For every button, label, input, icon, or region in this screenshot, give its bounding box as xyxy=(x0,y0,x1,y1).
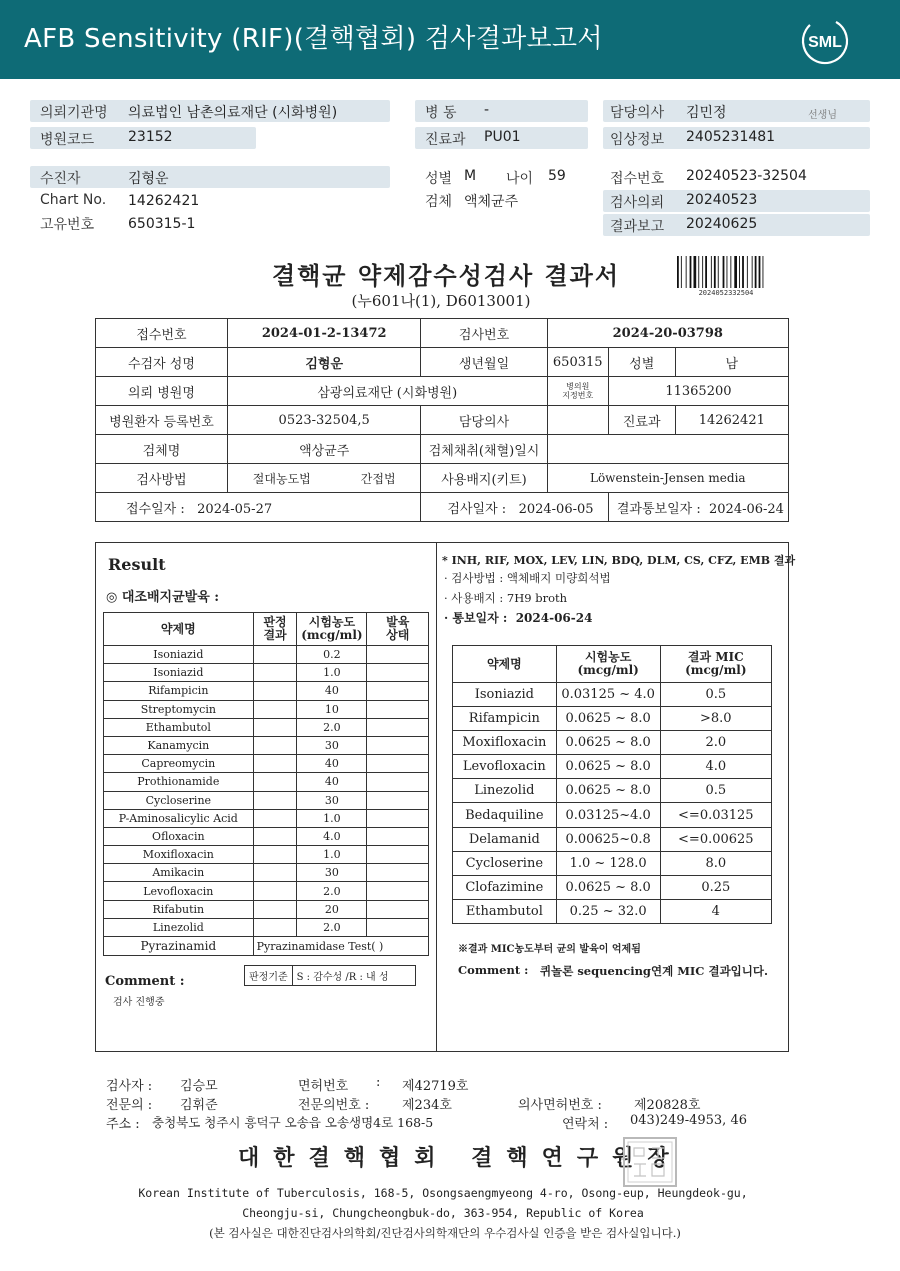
org-name: 대한결핵협회 결핵연구원장 xyxy=(238,1145,683,1171)
ward-value: - xyxy=(484,102,490,118)
dept-label: 진료과 xyxy=(425,132,466,148)
mic-value: 0.5 xyxy=(660,779,771,803)
drug-conc: 0.2 xyxy=(297,646,367,664)
contact-label: 연락처 : xyxy=(562,1117,609,1132)
contact-value: 043)249-4953, 46 xyxy=(630,1113,747,1128)
drug-row xyxy=(104,736,429,754)
mic-value: 2.0 xyxy=(660,731,771,755)
drug-conc: 1.0 xyxy=(297,846,367,864)
mic-table xyxy=(452,645,772,924)
drug-judge xyxy=(253,664,297,682)
col-growth-2: 상태 xyxy=(386,628,410,642)
mic-drug: Clofazimine xyxy=(453,875,557,899)
mic-col-conc xyxy=(556,646,660,683)
drug-judge xyxy=(253,827,297,845)
drug-growth xyxy=(367,682,429,700)
method-value-1: 절대농도법 xyxy=(252,471,311,486)
drug-conc: 30 xyxy=(297,736,367,754)
test-date-cell xyxy=(421,493,608,522)
drug-judge xyxy=(253,700,297,718)
mic-value: >8.0 xyxy=(660,707,771,731)
mic-drug: Moxifloxacin xyxy=(453,731,557,755)
drug-growth xyxy=(367,900,429,918)
barcode-bar xyxy=(739,256,740,288)
specialist-label: 전문의 : xyxy=(106,1098,153,1113)
mic-row xyxy=(453,803,772,827)
drug-conc: 40 xyxy=(297,773,367,791)
drug-name: Levofloxacin xyxy=(104,882,254,900)
mic-col-conc-2: (mcg/ml) xyxy=(577,663,639,677)
english-address-1: Korean Institute of Tuberculosis, 168-5, Osongsaengmyeong 4-ro, Osong-eup, Heungdeok-gu, xyxy=(138,1186,748,1200)
result-heading: Result xyxy=(108,555,166,574)
dept-label: 진료과 xyxy=(608,406,675,435)
mic-range: 0.25 ~ 32.0 xyxy=(556,899,660,923)
barcode-bar xyxy=(718,256,719,288)
drug-growth xyxy=(367,736,429,754)
drug-conc: 20 xyxy=(297,900,367,918)
mic-col-mic-2: (mcg/ml) xyxy=(685,663,747,677)
mic-range: 0.00625~0.8 xyxy=(556,827,660,851)
chart-label: Chart No. xyxy=(40,192,107,208)
drug-row xyxy=(104,900,429,918)
specimen-label: 검체명 xyxy=(96,435,228,464)
mic-col-conc-1: 시험농도 xyxy=(584,650,632,664)
drug-growth xyxy=(367,718,429,736)
test-no-value: 2024-20-03798 xyxy=(547,319,788,348)
spec-no-label: 전문의번호 : xyxy=(298,1098,370,1113)
drug-conc: 2.0 xyxy=(297,918,367,936)
mic-range: 0.0625 ~ 8.0 xyxy=(556,731,660,755)
mic-row xyxy=(453,731,772,755)
institution-value: 의료법인 남촌의료재단 (시화병원) xyxy=(128,105,338,121)
hospital-label: 의뢰 병원명 xyxy=(96,377,228,406)
doc-license-label: 의사면허번호 : xyxy=(518,1098,602,1113)
sml-logo xyxy=(800,16,850,66)
drug-conc: 30 xyxy=(297,864,367,882)
drug-name: Rifabutin xyxy=(104,900,254,918)
drug-growth xyxy=(367,646,429,664)
mic-drug: Levofloxacin xyxy=(453,755,557,779)
drug-name: Moxifloxacin xyxy=(104,846,254,864)
barcode-bar xyxy=(730,256,731,288)
drug-judge xyxy=(253,773,297,791)
mic-range: 1.0 ~ 128.0 xyxy=(556,851,660,875)
mic-row xyxy=(453,875,772,899)
mic-range: 0.0625 ~ 8.0 xyxy=(556,707,660,731)
drug-row xyxy=(104,682,429,700)
request-value: 20240523 xyxy=(686,192,758,208)
barcode-bar xyxy=(734,256,737,288)
drug-conc: 1.0 xyxy=(297,809,367,827)
mic-value: 4.0 xyxy=(660,755,771,779)
unique-value: 650315-1 xyxy=(128,216,196,232)
receipt-value: 20240523-32504 xyxy=(686,168,807,184)
barcode-bar xyxy=(702,256,703,288)
clinical-value: 2405231481 xyxy=(686,129,776,145)
barcode-bar xyxy=(690,256,692,288)
col-drug: 약제명 xyxy=(104,613,254,646)
test-no-label: 검사번호 xyxy=(421,319,547,348)
drug-judge xyxy=(253,864,297,882)
drug-name: Streptomycin xyxy=(104,700,254,718)
mic-value: 8.0 xyxy=(660,851,771,875)
mic-value: 0.5 xyxy=(660,683,771,707)
birth-value: 650315 xyxy=(547,348,608,377)
drug-name: Kanamycin xyxy=(104,736,254,754)
tester-value: 김승모 xyxy=(180,1079,218,1094)
mic-drug: Bedaquiline xyxy=(453,803,557,827)
barcode-bar xyxy=(747,256,748,288)
hospital-code-value: 23152 xyxy=(128,129,173,145)
result-comment: 검사 진행중 xyxy=(113,997,165,1008)
logo-text: SML xyxy=(808,34,842,51)
drug-conc: 2.0 xyxy=(297,882,367,900)
barcode-bar xyxy=(755,256,757,288)
unique-label: 고유번호 xyxy=(40,217,95,233)
license-colon: : xyxy=(376,1075,381,1090)
doctor-label: 담당의사 xyxy=(421,406,547,435)
mic-value: <=0.03125 xyxy=(660,803,771,827)
ward-label: 병 동 xyxy=(425,105,457,121)
address-value: 충청북도 청주시 흥덕구 오송읍 오송생명4로 168-5 xyxy=(152,1115,434,1130)
col-conc xyxy=(297,613,367,646)
report-value: 20240625 xyxy=(686,216,758,232)
method-value-2: 간접법 xyxy=(360,471,396,486)
patient-value: 김형운 xyxy=(128,171,169,187)
result-comment-label: Comment : xyxy=(105,974,185,989)
mic-drug: Rifampicin xyxy=(453,707,557,731)
report-subtitle: (누601나(1), D6013001) xyxy=(351,292,531,310)
report-label: 결과보고 xyxy=(610,219,665,235)
pyrazinamid-test: Pyrazinamidase Test( ) xyxy=(253,937,428,956)
mic-drug: Isoniazid xyxy=(453,683,557,707)
report-info-table xyxy=(95,318,789,522)
pyrazinamid-label: Pyrazinamid xyxy=(104,937,254,956)
drug-conc: 1.0 xyxy=(297,664,367,682)
media-value: Löwenstein-Jensen media xyxy=(547,464,788,493)
barcode-bar xyxy=(763,256,764,288)
drug-judge xyxy=(253,846,297,864)
barcode-bar xyxy=(681,256,682,288)
hospital-id-label xyxy=(547,377,608,406)
barcode xyxy=(676,256,776,288)
drug-judge xyxy=(253,718,297,736)
col-conc-1: 시험농도 xyxy=(308,615,356,629)
drug-name: Cycloserine xyxy=(104,791,254,809)
drug-name: Amikacin xyxy=(104,864,254,882)
mic-range: 0.0625 ~ 8.0 xyxy=(556,779,660,803)
mic-notify-date: 2024-06-24 xyxy=(515,611,593,625)
specimen-label: 검체 xyxy=(425,194,453,210)
mic-row xyxy=(453,899,772,923)
mic-comment: 퀴놀론 sequencing연계 MIC 결과입니다. xyxy=(540,964,769,978)
barcode-bar xyxy=(694,256,697,288)
drug-judge xyxy=(253,918,297,936)
sex-label: 성별 xyxy=(425,171,453,187)
receipt-no-value: 2024-01-2-13472 xyxy=(227,319,420,348)
drug-row xyxy=(104,718,429,736)
license-value: 제42719호 xyxy=(402,1079,469,1094)
drug-conc: 30 xyxy=(297,791,367,809)
drug-name: Prothionamide xyxy=(104,773,254,791)
drug-name: P-Aminosalicylic Acid xyxy=(104,809,254,827)
mic-range: 0.0625 ~ 8.0 xyxy=(556,755,660,779)
receipt-date-value: 2024-05-27 xyxy=(197,501,273,517)
mic-col-mic-1: 결과 MIC xyxy=(687,650,744,664)
drug-judge xyxy=(253,882,297,900)
spec-no-value: 제234호 xyxy=(402,1098,452,1113)
english-address-2: Cheongju-si, Chungcheongbuk-do, 363-954, Republic of Korea xyxy=(242,1206,644,1220)
mic-value: 0.25 xyxy=(660,875,771,899)
mic-header: * INH, RIF, MOX, LEV, LIN, BDQ, DLM, CS, CFZ, EMB 결과 xyxy=(442,554,796,567)
mic-row xyxy=(453,851,772,875)
drug-row xyxy=(104,827,429,845)
drug-row xyxy=(104,646,429,664)
receipt-date-label: 접수일자 : xyxy=(126,501,185,517)
mic-media: · 사용배지 : 7H9 broth xyxy=(444,591,568,605)
media-label: 사용배지(키트) xyxy=(421,464,547,493)
col-growth xyxy=(367,613,429,646)
drug-row xyxy=(104,755,429,773)
receipt-date-cell xyxy=(96,493,421,522)
mic-col-drug: 약제명 xyxy=(453,646,557,683)
drug-growth xyxy=(367,773,429,791)
drug-conc: 40 xyxy=(297,755,367,773)
mic-col-mic xyxy=(660,646,771,683)
header-bar xyxy=(0,0,900,79)
doctor-value xyxy=(547,406,608,435)
mic-notify xyxy=(444,609,592,626)
drug-name: Rifampicin xyxy=(104,682,254,700)
hospital-id-label-1: 병의원 xyxy=(566,382,590,391)
barcode-bar xyxy=(727,256,728,288)
report-title: 결핵균 약제감수성검사 결과서 xyxy=(271,261,621,290)
drug-judge xyxy=(253,736,297,754)
drug-judge xyxy=(253,646,297,664)
drug-name: Ofloxacin xyxy=(104,827,254,845)
hospital-id-label-2: 지정번호 xyxy=(562,391,594,400)
hospital-id-value: 11365200 xyxy=(608,377,788,406)
drug-name: Isoniazid xyxy=(104,664,254,682)
mic-range: 0.0625 ~ 8.0 xyxy=(556,875,660,899)
barcode-bar xyxy=(698,256,699,288)
mic-method: · 검사방법 : 액체배지 미량희석법 xyxy=(444,571,611,585)
drug-judge xyxy=(253,791,297,809)
patient-name-value: 김형운 xyxy=(227,348,420,377)
drug-growth xyxy=(367,664,429,682)
drug-judge xyxy=(253,755,297,773)
mic-row xyxy=(453,827,772,851)
test-date-label: 검사일자 : xyxy=(447,501,507,517)
drug-growth xyxy=(367,864,429,882)
drug-row xyxy=(104,809,429,827)
age-value: 59 xyxy=(548,168,566,184)
method-value xyxy=(227,464,420,493)
barcode-bar xyxy=(714,256,716,288)
criteria-value: S : 감수성 /R : 내 성 xyxy=(292,966,415,986)
barcode-bar xyxy=(759,256,761,288)
drug-growth xyxy=(367,846,429,864)
drug-name: Linezolid xyxy=(104,918,254,936)
mic-row xyxy=(453,755,772,779)
barcode-bar xyxy=(723,256,725,288)
institution-label: 의뢰기관명 xyxy=(40,105,108,121)
drug-growth xyxy=(367,791,429,809)
certification-note: (본 검사실은 대한진단검사의학회/진단검사의학재단의 우수검사실 인증을 받은 검사실입니다.) xyxy=(209,1226,681,1240)
doctor-suffix: 선생님 xyxy=(808,110,837,121)
birth-label: 생년월일 xyxy=(421,348,547,377)
drug-conc: 4.0 xyxy=(297,827,367,845)
drug-name: Ethambutol xyxy=(104,718,254,736)
drug-conc: 2.0 xyxy=(297,718,367,736)
drug-row xyxy=(104,882,429,900)
sex-value: 남 xyxy=(675,348,788,377)
drug-table xyxy=(103,612,429,956)
barcode-bar xyxy=(742,256,744,288)
mic-row xyxy=(453,683,772,707)
collect-value xyxy=(547,435,788,464)
drug-name: Capreomycin xyxy=(104,755,254,773)
patient-label: 수진자 xyxy=(40,171,81,187)
drug-growth xyxy=(367,827,429,845)
doc-license-value: 제20828호 xyxy=(634,1098,701,1113)
criteria-label: 판정기준 xyxy=(245,966,293,986)
hospital-code-label: 병원코드 xyxy=(40,132,95,148)
drug-judge xyxy=(253,809,297,827)
dept-value: 14262421 xyxy=(675,406,788,435)
barcode-bar xyxy=(752,256,753,288)
mic-notify-label: · 통보일자 : xyxy=(444,611,508,625)
notify-date-label: 결과통보일자 : xyxy=(616,501,701,517)
drug-conc: 40 xyxy=(297,682,367,700)
col-growth-1: 발육 xyxy=(386,615,410,629)
doctor-label: 담당의사 xyxy=(610,105,665,121)
mic-drug: Cycloserine xyxy=(453,851,557,875)
specimen-value: 액상균주 xyxy=(227,435,420,464)
license-label: 면허번호 xyxy=(298,1079,349,1094)
drug-row xyxy=(104,846,429,864)
mic-note: ※결과 MIC농도부터 균의 발육이 억제됨 xyxy=(458,944,641,955)
collect-label: 검체채취(채혈)일시 xyxy=(421,435,547,464)
mic-drug: Linezolid xyxy=(453,779,557,803)
drug-judge xyxy=(253,682,297,700)
reg-no-value: 0523-32504,5 xyxy=(227,406,420,435)
mic-drug: Ethambutol xyxy=(453,899,557,923)
notify-date-value: 2024-06-24 xyxy=(709,501,784,517)
drug-conc: 10 xyxy=(297,700,367,718)
mic-drug: Delamanid xyxy=(453,827,557,851)
specialist-value: 김휘준 xyxy=(180,1098,218,1113)
mic-value: <=0.00625 xyxy=(660,827,771,851)
patient-name-label: 수검자 성명 xyxy=(96,348,228,377)
mic-comment-label: Comment : xyxy=(458,963,529,977)
address-label: 주소 : xyxy=(106,1117,140,1132)
drug-growth xyxy=(367,700,429,718)
sex-label: 성별 xyxy=(608,348,675,377)
result-divider xyxy=(436,542,437,1052)
mic-value: 4 xyxy=(660,899,771,923)
clinical-label: 임상정보 xyxy=(610,132,665,148)
drug-judge xyxy=(253,900,297,918)
barcode-number: 2024052332504 xyxy=(698,289,754,297)
method-label: 검사방법 xyxy=(96,464,228,493)
drug-row xyxy=(104,700,429,718)
notify-date-cell xyxy=(608,493,788,522)
mic-row xyxy=(453,779,772,803)
dept-value: PU01 xyxy=(484,129,521,145)
specimen-value: 액체균주 xyxy=(464,194,519,210)
page-title: AFB Sensitivity (RIF)(결핵협회) 검사결과보고서 xyxy=(24,24,603,54)
receipt-no-label: 접수번호 xyxy=(96,319,228,348)
control-growth-label: ◎ 대조배지균발육 : xyxy=(106,590,220,605)
test-date-value: 2024-06-05 xyxy=(518,501,594,517)
tester-label: 검사자 : xyxy=(106,1079,153,1094)
drug-row xyxy=(104,791,429,809)
drug-growth xyxy=(367,882,429,900)
drug-growth xyxy=(367,809,429,827)
reg-no-label: 병원환자 등록번호 xyxy=(96,406,228,435)
drug-row xyxy=(104,664,429,682)
mic-range: 0.03125 ~ 4.0 xyxy=(556,683,660,707)
mic-row xyxy=(453,707,772,731)
drug-growth xyxy=(367,918,429,936)
criteria-table xyxy=(244,965,416,986)
barcode-bar xyxy=(686,256,687,288)
chart-value: 14262421 xyxy=(128,193,200,209)
receipt-label: 접수번호 xyxy=(610,171,665,187)
drug-name: Isoniazid xyxy=(104,646,254,664)
sex-value: M xyxy=(464,168,477,184)
col-judge xyxy=(253,613,297,646)
drug-row xyxy=(104,864,429,882)
drug-row xyxy=(104,918,429,936)
col-conc-2: (mcg/ml) xyxy=(301,628,363,642)
drug-growth xyxy=(367,755,429,773)
drug-row xyxy=(104,773,429,791)
barcode-bar xyxy=(711,256,712,288)
col-judge-2: 결과 xyxy=(263,628,287,642)
info-row-bg xyxy=(30,166,390,188)
col-judge-1: 판정 xyxy=(263,615,287,629)
official-seal xyxy=(622,1136,678,1188)
barcode-bar xyxy=(705,256,707,288)
hospital-value: 삼광의료재단 (시화병원) xyxy=(227,377,547,406)
doctor-value: 김민정 xyxy=(686,105,727,121)
mic-range: 0.03125~4.0 xyxy=(556,803,660,827)
request-label: 검사의뢰 xyxy=(610,195,665,211)
age-label: 나이 xyxy=(506,171,534,187)
barcode-bar xyxy=(677,256,679,288)
